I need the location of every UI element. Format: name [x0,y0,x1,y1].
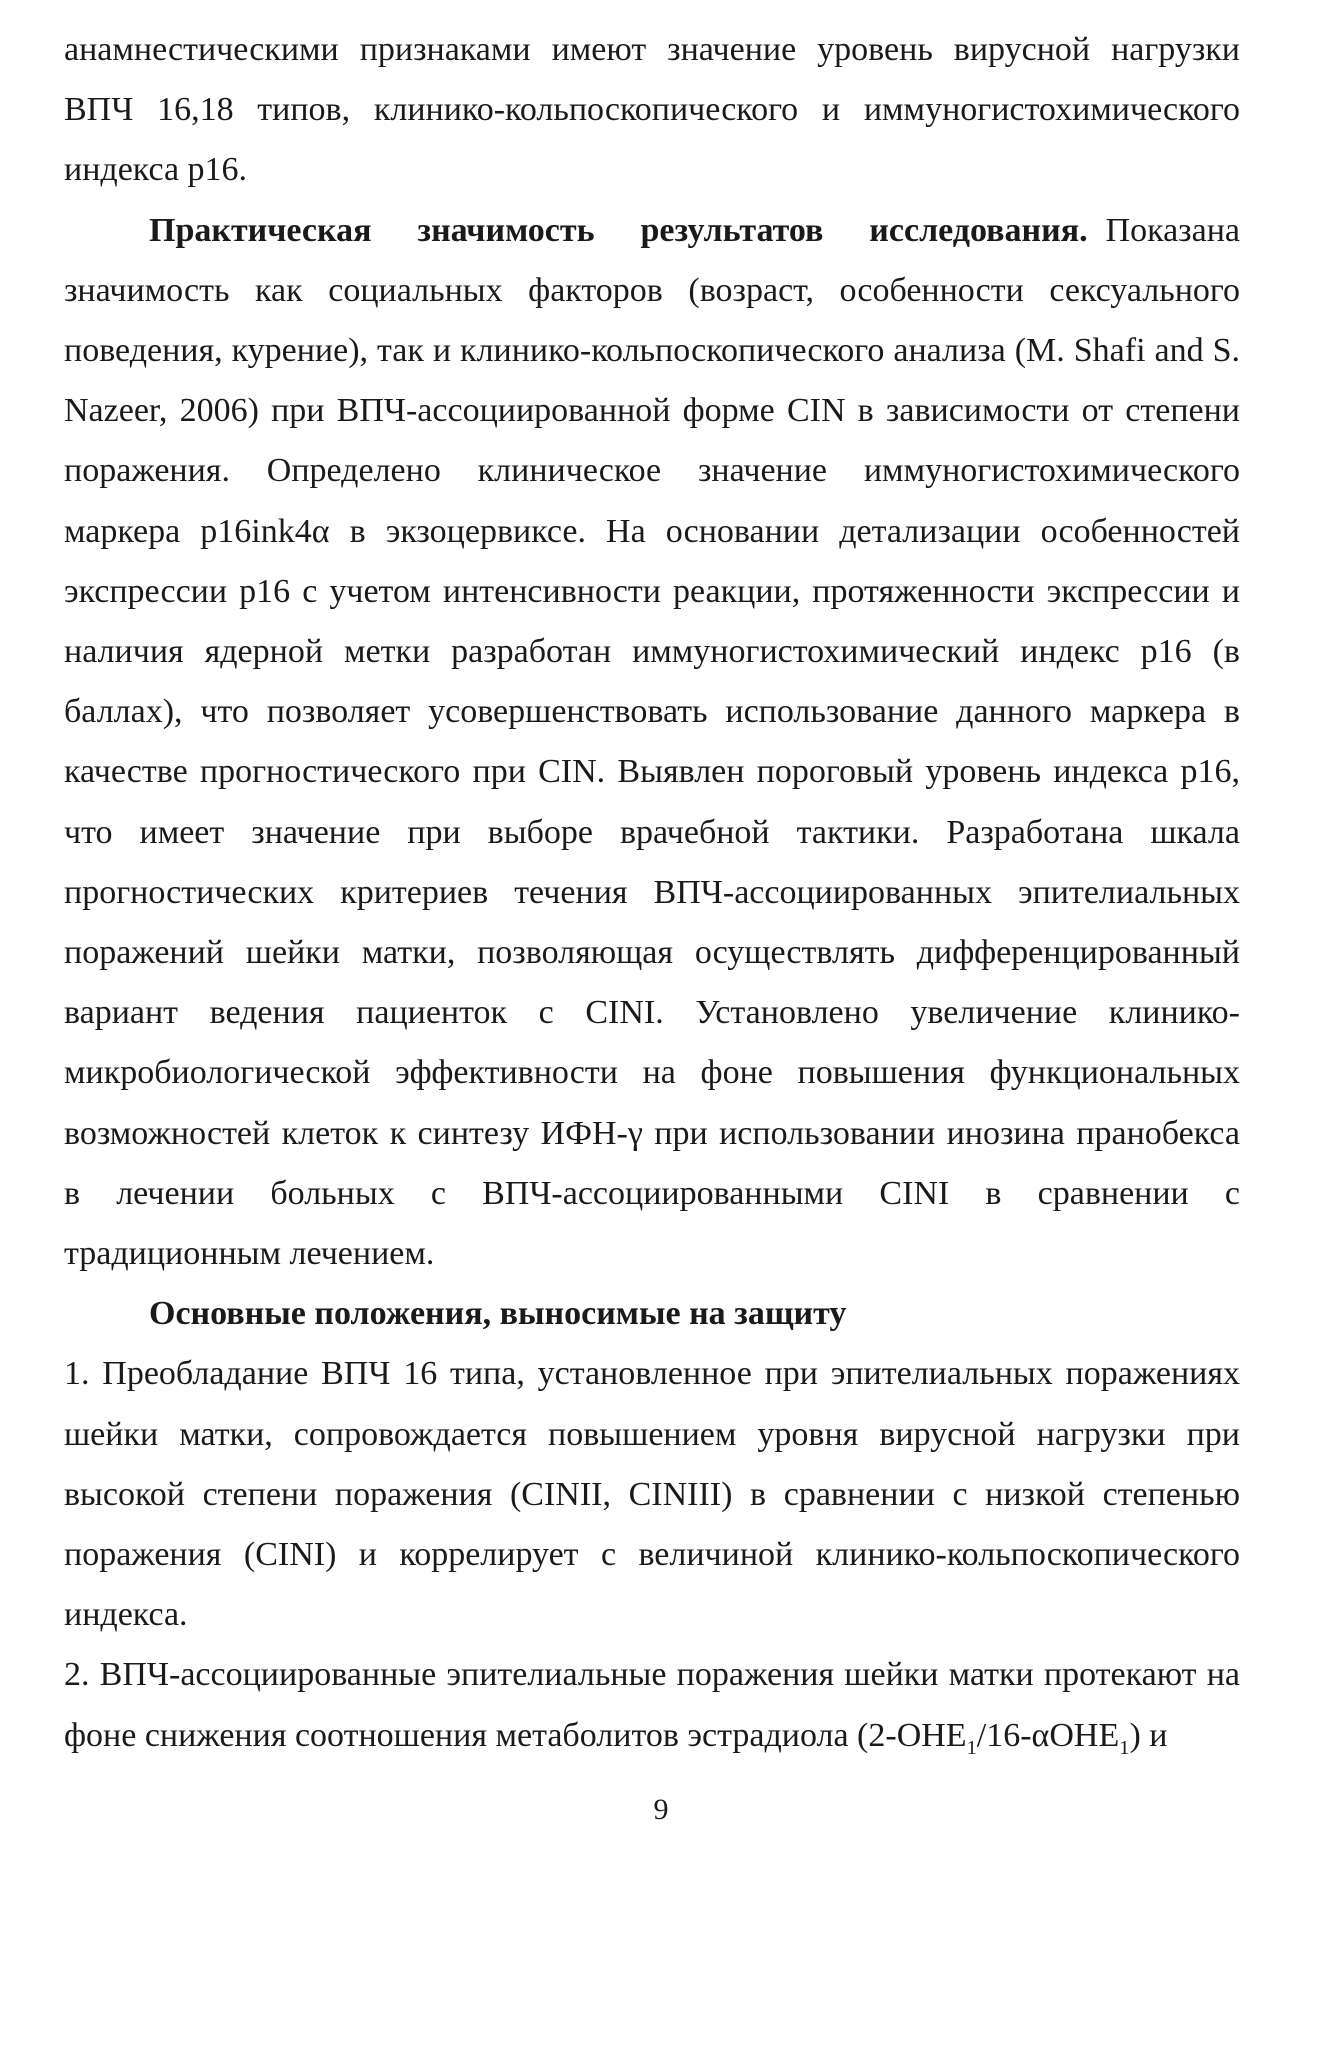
practical-significance-text: Показана значимость как социальных факторов (возраст, особенности сексуального поведения, курение), так и клинико-кольпоскопического анализа (M. Shafi and S. Nazeer, 2006) при ВПЧ-ассоциированной форме CIN в зависимости от степени поражения. Определено клиническое значение иммуногистохимического маркера p16ink4α в экзоцервиксе. На основании детализации особенностей экспрессии p16 с учетом интенсивности реакции, протяженности экспрессии и наличия ядерной метки разработан иммуногистохимический индекс p16 (в баллах), что позволяет усовершенствовать использование данного маркера в качестве прогностического при CIN. Выявлен пороговый уровень индекса p16, что имеет значение при выборе врачебной тактики. Разработана шкала прогностических критериев течения ВПЧ-ассоциированных эпителиальных поражений шейки матки, позволяющая осуществлять дифференцированный вариант ведения пациенток с CINI. Установлено увеличение клинико-микробиологической эффективности на фоне повышения функциональных возможностей клеток к синтезу ИФН-γ при использовании инозина пранобекса в лечении больных с ВПЧ-ассоциированными CINI в сравнении с традиционным лечением. [64,211,1240,1273]
inline-heading-practical-significance: Практическая значимость результатов исследования. [149,211,1088,249]
list-item-1: 1. Преобладание ВПЧ 16 типа, установленное при эпителиальных поражениях шейки матки, сопровождается повышением уровня вирусной нагрузки при высокой степени поражения (CINII, CINIII) в сравнении с низкой степенью поражения (CINI) и коррелирует с величиной клинико-кольпоскопического индекса. [64,1355,1240,1634]
subscript-2: 1 [1119,1736,1130,1759]
list-item-2-text-mid: /16-αOHE [976,1716,1120,1754]
list-item-2-text-start: 2. ВПЧ-ассоциированные эпителиальные поражения шейки матки протекают на фоне снижения соотношения метаболитов эстрадиола (2-OHE [64,1656,1240,1754]
list-item-2-text-end: ) и [1129,1716,1168,1754]
list-item-2 [64,1645,1240,1765]
document-page [64,20,1240,1766]
paragraph-continuation: анамнестическими признаками имеют значение уровень вирусной нагрузки ВПЧ 16,18 типов, клинико-кольпоскопического и иммуногистохимического индекса p16. [64,31,1240,189]
paragraph-practical-significance [64,201,1240,1285]
section-heading-defense-provisions: Основные положения, выносимые на защиту [149,1295,847,1333]
page-number: 9 [653,1793,669,1826]
subscript-1: 1 [966,1736,977,1759]
